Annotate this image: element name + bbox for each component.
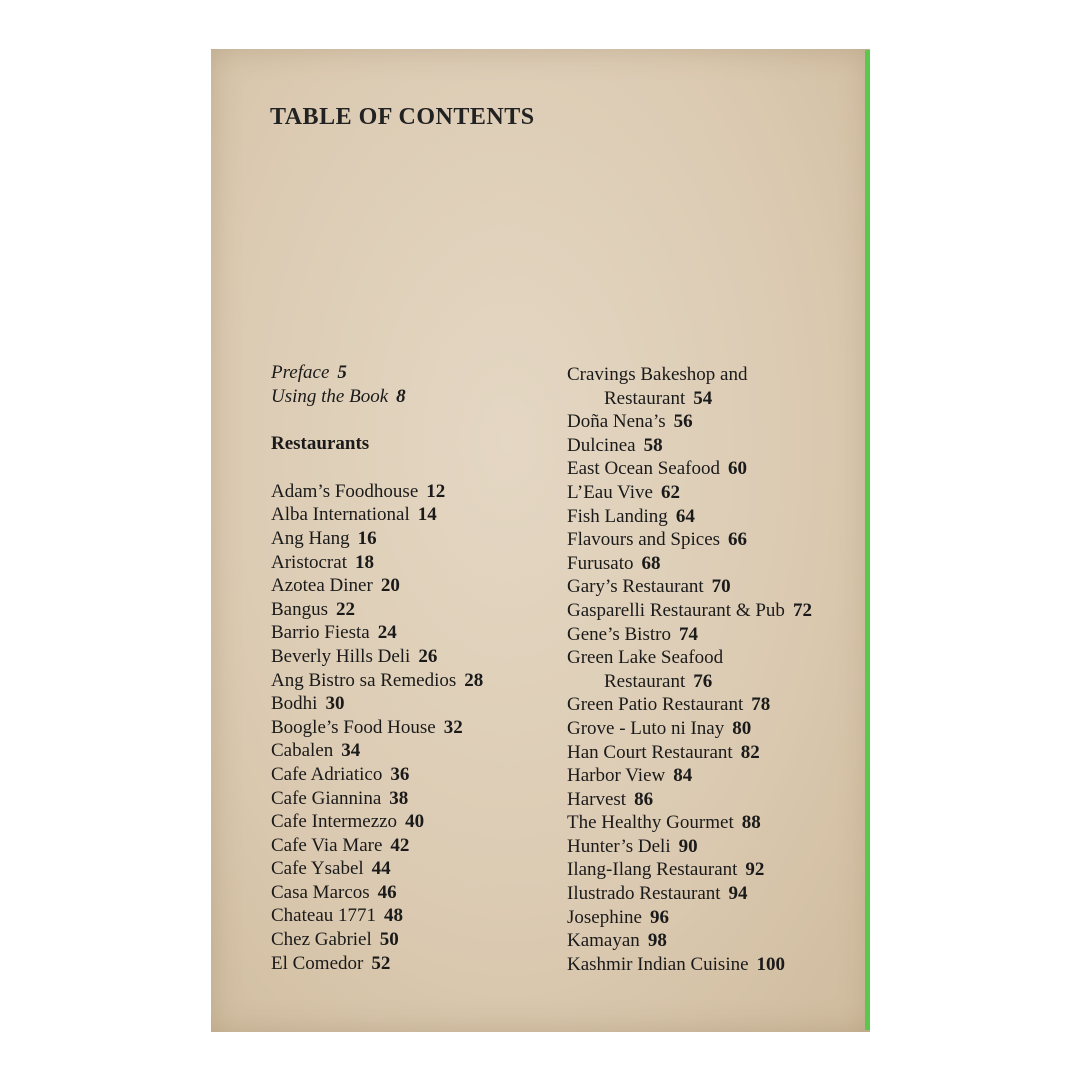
page-number: 94 (728, 883, 748, 905)
page-number: 34 (341, 740, 361, 762)
page-number: 46 (377, 881, 397, 903)
toc-entry (567, 858, 857, 882)
entry-title: Chez Gabriel (271, 929, 372, 951)
toc-entry (567, 623, 857, 647)
entry-title: Restaurant (604, 387, 686, 409)
toc-entry (271, 692, 561, 716)
page-number: 22 (336, 598, 355, 620)
entry-title: Kamayan (567, 930, 640, 952)
toc-entry (271, 503, 561, 527)
page-number: 84 (673, 765, 693, 787)
entry-title: Furusato (567, 552, 634, 574)
page-number: 74 (678, 623, 698, 645)
entry-title: Cabalen (271, 740, 334, 762)
toc-entry (271, 598, 561, 622)
page-number: 26 (418, 645, 438, 667)
page-number: 48 (384, 905, 404, 927)
toc-entry (567, 882, 857, 906)
page-number: 60 (728, 458, 747, 480)
page-number: 70 (711, 576, 731, 598)
toc-entry (271, 952, 561, 976)
page-number: 12 (426, 480, 446, 502)
toc-entry (271, 857, 561, 881)
toc-entry (271, 361, 561, 385)
entry-title: Preface (271, 362, 330, 383)
toc-entry (567, 717, 857, 741)
page-number: 32 (443, 716, 463, 738)
entry-title: Cafe Giannina (271, 787, 382, 809)
page-number: 54 (693, 387, 713, 409)
page-number: 5 (337, 362, 347, 383)
toc-entry (271, 834, 561, 858)
toc-entry (567, 387, 857, 411)
page-number: 76 (693, 670, 713, 692)
page-number: 72 (792, 599, 812, 621)
section-heading: Restaurants (271, 433, 370, 455)
entry-title: Dulcinea (567, 434, 636, 456)
page-number: 90 (678, 835, 698, 857)
toc-entry (271, 645, 561, 669)
entry-title: East Ocean Seafood (567, 458, 720, 480)
page-number: 38 (389, 787, 409, 809)
entry-title: Adam’s Foodhouse (271, 480, 419, 502)
toc-entry (567, 363, 857, 387)
entry-title: Doña Nena’s (567, 411, 666, 433)
page-number: 66 (728, 529, 748, 551)
entry-title: Ilustrado Restaurant (567, 883, 721, 905)
page-number: 62 (660, 481, 680, 503)
toc-entry (271, 763, 561, 787)
page-number: 92 (745, 859, 765, 881)
toc-entry (271, 574, 561, 598)
toc-entry (567, 457, 857, 481)
entry-title: Han Court Restaurant (567, 741, 733, 763)
entry-title: Chateau 1771 (271, 905, 377, 927)
toc-entry (567, 599, 857, 623)
entry-title: Barrio Fiesta (271, 622, 370, 644)
toc-entry (567, 811, 857, 835)
entry-title: Cafe Via Mare (271, 834, 383, 856)
restaurant-list-left (271, 480, 561, 975)
page-number: 100 (756, 953, 786, 975)
toc-entry (271, 669, 561, 693)
entry-title: Josephine (567, 906, 642, 928)
entry-title: Fish Landing (567, 505, 668, 527)
page-number: 42 (390, 834, 410, 856)
entry-title: Ang Hang (271, 527, 350, 549)
page-number: 20 (380, 575, 400, 597)
front-matter-list (271, 361, 561, 408)
entry-title: L’Eau Vive (567, 481, 653, 503)
entry-title: Ilang-Ilang Restaurant (567, 859, 738, 881)
entry-title: Cafe Adriatico (271, 763, 383, 785)
entry-title: Beverly Hills Deli (271, 645, 411, 667)
page-number: 16 (357, 527, 377, 549)
page-number: 40 (405, 811, 425, 833)
page-title: TABLE OF CONTENTS (270, 104, 535, 130)
toc-entry (567, 646, 857, 670)
page-number: 68 (641, 552, 661, 574)
toc-entry (567, 410, 857, 434)
page-number: 88 (741, 812, 761, 834)
toc-entry (271, 480, 561, 504)
page-number: 18 (354, 551, 374, 573)
entry-title: Ang Bistro sa Remedios (271, 669, 457, 691)
toc-entry (271, 787, 561, 811)
page-number: 50 (379, 929, 399, 951)
toc-entry (271, 739, 561, 763)
toc-entry (567, 764, 857, 788)
page-number: 64 (675, 505, 695, 527)
page-number: 14 (417, 504, 437, 526)
toc-entry (567, 906, 857, 930)
toc-entry (567, 693, 857, 717)
page-number: 28 (464, 669, 484, 691)
toc-entry (567, 929, 857, 953)
entry-title: Azotea Diner (271, 575, 373, 597)
toc-entry (271, 385, 561, 409)
toc-entry (271, 810, 561, 834)
toc-entry (271, 716, 561, 740)
entry-title: Using the Book (271, 385, 389, 407)
toc-entry (567, 505, 857, 529)
toc-entry (567, 552, 857, 576)
entry-title: El Comedor (271, 952, 364, 974)
entry-title: Harvest (567, 788, 627, 810)
entry-title: Gasparelli Restaurant & Pub (567, 599, 785, 621)
toc-entry (567, 741, 857, 765)
entry-title: Grove - Luto ni Inay (567, 717, 725, 739)
green-page-edge (865, 50, 870, 1030)
toc-entry (567, 434, 857, 458)
toc-entry (567, 953, 857, 977)
toc-entry (271, 527, 561, 551)
page-number: 44 (371, 858, 391, 880)
entry-title: The Healthy Gourmet (567, 812, 734, 834)
toc-entry (567, 575, 857, 599)
toc-entry (567, 528, 857, 552)
toc-entry (567, 788, 857, 812)
entry-title: Flavours and Spices (567, 529, 721, 551)
entry-title: Boogle’s Food House (271, 716, 436, 738)
page-number: 96 (649, 906, 669, 928)
page-number: 36 (390, 763, 410, 785)
entry-title: Cafe Intermezzo (271, 811, 398, 833)
entry-title: Gary’s Restaurant (567, 576, 704, 598)
toc-entry (271, 881, 561, 905)
entry-title: Harbor View (567, 765, 666, 787)
entry-title: Gene’s Bistro (567, 623, 671, 645)
entry-title: Hunter’s Deli (567, 835, 671, 857)
entry-title: Casa Marcos (271, 881, 370, 903)
contents-column-right (567, 363, 857, 976)
page-number: 86 (634, 788, 654, 810)
entry-title: Cravings Bakeshop and (567, 364, 748, 385)
toc-entry (567, 670, 857, 694)
toc-entry (271, 928, 561, 952)
entry-title: Restaurant (604, 670, 686, 692)
toc-entry (271, 621, 561, 645)
entry-title: Kashmir Indian Cuisine (567, 953, 749, 975)
page-number: 58 (643, 434, 663, 456)
toc-entry (271, 904, 561, 928)
page-number: 98 (647, 930, 667, 952)
entry-title: Cafe Ysabel (271, 858, 364, 880)
contents-column-left (271, 361, 561, 975)
restaurant-list-right (567, 363, 857, 976)
page-number: 82 (740, 741, 760, 763)
entry-title: Bangus (271, 598, 328, 620)
toc-entry (567, 481, 857, 505)
entry-title: Green Lake Seafood (567, 647, 724, 669)
entry-title: Green Patio Restaurant (567, 694, 744, 716)
toc-entry (567, 835, 857, 859)
page-number: 8 (396, 385, 406, 407)
page-number: 30 (325, 693, 345, 715)
page-number: 24 (377, 622, 397, 644)
entry-title: Alba International (271, 504, 410, 526)
entry-title: Aristocrat (271, 551, 347, 573)
page-number: 78 (751, 694, 771, 716)
page-number: 52 (371, 952, 391, 974)
page-number: 80 (732, 717, 752, 739)
page-number: 56 (673, 411, 693, 433)
entry-title: Bodhi (271, 693, 318, 715)
toc-entry (271, 551, 561, 575)
